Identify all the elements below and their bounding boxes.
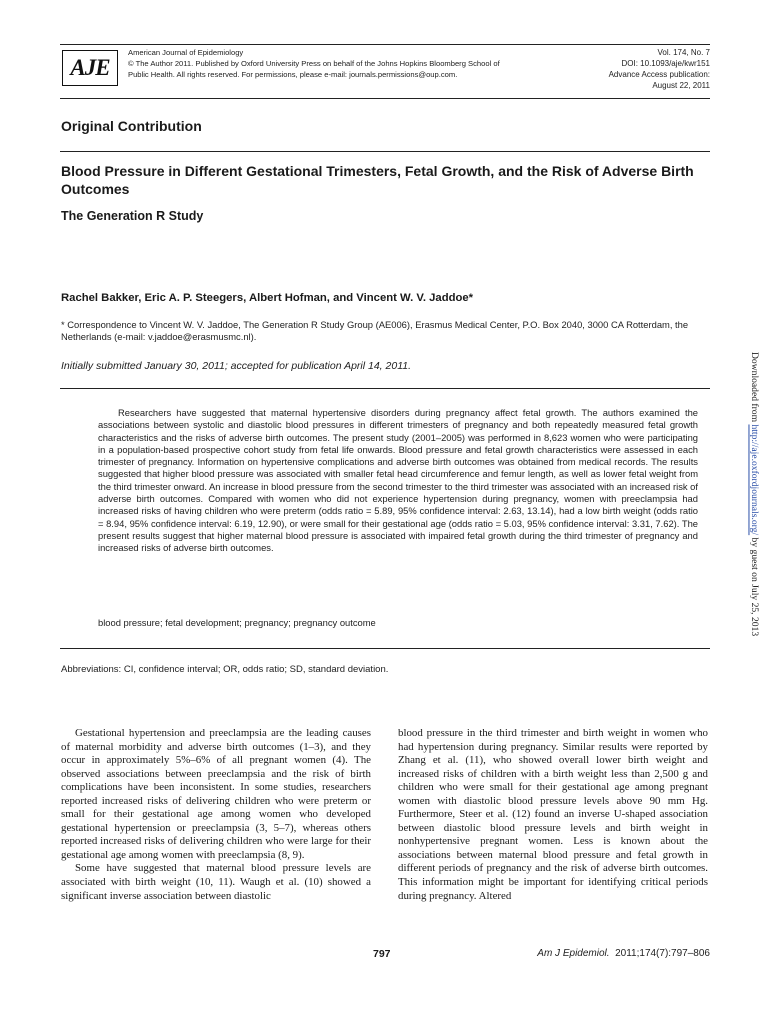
header-bottom-rule xyxy=(60,98,710,99)
logo-text: AJE xyxy=(70,55,110,80)
article-subtitle: The Generation R Study xyxy=(61,209,204,223)
article-title: Blood Pressure in Different Gestational Trimesters, Fetal Growth, and the Risk of Adverse Birth Outcomes xyxy=(61,163,694,197)
header-journal-info xyxy=(128,47,508,80)
download-note xyxy=(746,352,760,662)
journal-url-link[interactable]: http://aje.oxfordjournals.org/ xyxy=(749,424,760,536)
correspondence-note: * Correspondence to Vincent W. V. Jaddoe, The Generation R Study Group (AE006), Erasmus Medical Center, P.O. Box 2040, 3000 CA Rotterdam, the Netherlands (e-mail: v.jaddoe@erasmusmc.nl). xyxy=(61,319,689,342)
doi: DOI: 10.1093/aje/kwr151 xyxy=(621,59,710,68)
download-prefix: Downloaded from xyxy=(749,352,760,425)
publication-date: August 22, 2011 xyxy=(652,81,710,90)
header-top-rule xyxy=(60,44,710,45)
abstract-text: Researchers have suggested that maternal hypertensive disorders during pregnancy affect fetal growth. The authors examined the associations between systolic and diastolic blood pressures in different trimesters of pregnancy and both repeatedly measured fetal growth characteristics and the risks of adverse birth outcomes. The present study (2001–2005) was performed in 8,623 women who were participating in a population-based prospective cohort study from fetal life onwards. Blood pressure and fetal growth characteristics were assessed in each trimester of pregnancy. Information on hypertensive complications and adverse birth outcomes was obtained from medical records. The results suggested that higher blood pressure was associated with smaller fetal head circumference and femur length, as well as lower fetal weight from the third trimester onward. An increase in blood pressure from the second trimester to the third trimester was associated with an increased risk of adverse birth outcomes. Compared with women who did not experience hypertension during pregnancy, women with preeclampsia had increased risks of having children who were preterm (odds ratio = 5.89, 95% confidence interval: 2.63, 13.14), had a low birth weight (odds ratio = 8.94, 95% confidence interval: 6.19, 12.90), or were small for their gestational age (odds ratio = 5.03, 95% confidence interval: 3.31, 7.62). The present results suggest that higher maternal blood pressure is associated with impaired fetal growth during the third trimester of pregnancy and increased risks of adverse birth outcomes. xyxy=(98,407,698,554)
citation-text: 2011;174(7):797–806 xyxy=(615,948,710,959)
journal-logo xyxy=(62,50,118,86)
journal-abbrev: Am J Epidemiol. xyxy=(537,948,610,959)
submission-dates: Initially submitted January 30, 2011; accepted for publication April 14, 2011. xyxy=(61,360,412,372)
copyright-notice: © The Author 2011. Published by Oxford University Press on behalf of the Johns Hopkins Bloomberg School of Public Health. All rights reserved. For permissions, please e-mail: journals.permissions@oup.com. xyxy=(128,59,500,79)
volume-number: Vol. 174, No. 7 xyxy=(657,48,710,57)
author-list: Rachel Bakker, Eric A. P. Steegers, Albert Hofman, and Vincent W. V. Jaddoe* xyxy=(61,292,474,304)
abbreviations: Abbreviations: CI, confidence interval; OR, odds ratio; SD, standard deviation. xyxy=(61,664,389,675)
advance-access-label: Advance Access publication: xyxy=(608,70,710,79)
body-column-right xyxy=(398,727,708,903)
journal-name: American Journal of Epidemiology xyxy=(128,48,244,57)
body-paragraph: blood pressure in the third trimester and birth weight in women who had hypertension during pregnancy. Similar results were reported by Zhang et al. (11), who showed overall lower birth weight and increased risks of children with a birth weight less than 2,500 g and children who were small for their gestational age among pregnant women with diastolic blood pressure levels above 90 mm Hg. Furthermore, Steer et al. (12) found an inverse U-shaped association between diastolic blood pressure levels and birth weight in nonhypertensive pregnant women. Less is known about the associations between maternal blood pressure and fetal growth in different periods of pregnancy and the risk of adverse birth outcomes. This information might be important for identifying critical periods during pregnancy. Altered xyxy=(398,727,708,902)
keywords: blood pressure; fetal development; pregnancy; pregnancy outcome xyxy=(98,617,376,628)
body-paragraph: Some have suggested that maternal blood pressure levels are associated with birth weight (10, 11). Waugh et al. (10) showed a significant inverse association between diastolic xyxy=(61,862,371,902)
download-suffix: by guest on July 25, 2013 xyxy=(749,535,760,637)
header-issue-info xyxy=(550,47,710,91)
body-paragraph: Gestational hypertension and preeclampsia are the leading causes of maternal morbidity and adverse birth outcomes (1–3), and they occur in approximately 5%–6% of all pregnant women (4). The observed associations between preeclampsia and the risk of birth complications have been inconsistent. In some studies, researchers reported increased risks of delivering children who were preterm or small for their gestational age among women who developed gestational hypertension or preeclampsia (3, 5–7), whereas others reported increased risks of delivering children who were large for their gestational age among women with preeclampsia (8, 9). xyxy=(61,727,371,861)
footer-citation xyxy=(537,948,710,959)
page-number: 797 xyxy=(373,948,391,960)
abstract-top-rule xyxy=(60,388,710,389)
body-column-left xyxy=(61,727,371,903)
section-rule xyxy=(60,151,710,152)
section-label: Original Contribution xyxy=(61,118,202,134)
abstract-bottom-rule xyxy=(60,648,710,649)
